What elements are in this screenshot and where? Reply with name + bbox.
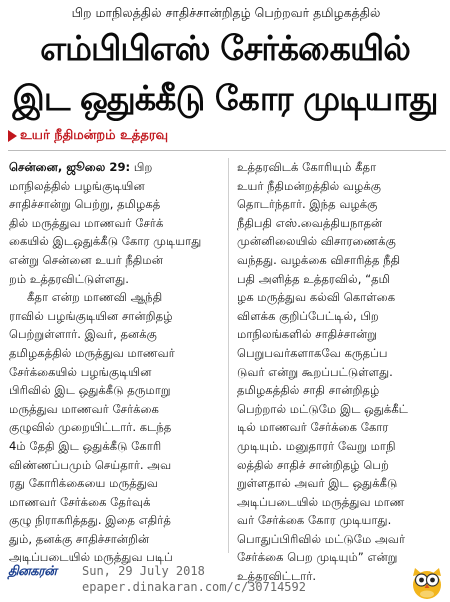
text-line: பெறுபவர்களாகவே கருதப்ப xyxy=(237,345,388,360)
article-column-2 xyxy=(237,158,450,586)
epaper-url[interactable]: epaper.dinakaran.com/c/30714592 xyxy=(82,580,306,594)
owl-icon xyxy=(410,562,444,600)
text-line: கையில் இடஒதுக்கீடு கோர முடியாது xyxy=(9,234,202,249)
text-line: உயர் நீதிமன்றத்தில் வழக்கு xyxy=(237,178,382,193)
text-line: கீதா என்ற மாணவி ஆந்தி xyxy=(27,290,163,305)
text-line: வர் சேர்க்கை கோர முடியாது. xyxy=(237,513,392,528)
subhead xyxy=(8,124,228,148)
text-line: ழக மருத்துவ கல்வி கொள்கை xyxy=(237,290,396,305)
text-line: விண்ணப்பமும் செய்தார். அவ xyxy=(9,457,172,472)
text-line: விளக்க குறிப்பேட்டில், பிற xyxy=(237,308,379,323)
headline-line-1: எம்பிபிஎஸ் சேர்க்கையில் xyxy=(40,29,410,69)
text-line: சேர்க்கையில் பழங்குடியின xyxy=(9,364,152,379)
text-line: முடியும். மனுதாரர் வேறு மாநி xyxy=(237,438,396,453)
first-line xyxy=(9,158,223,177)
text-line: மாநிலத்தில் பழங்குடியின xyxy=(9,178,145,193)
article-column-1 xyxy=(9,158,223,567)
divider xyxy=(8,150,446,151)
text-line: ராவில் பழங்குடியின சான்றிதழ் xyxy=(9,308,173,323)
headline xyxy=(8,24,441,124)
text-line: டுவர் என்று கூறப்பட்டுள்ளது. xyxy=(237,364,393,379)
text-line: ரது கோரிக்கையை மருத்துவ xyxy=(9,476,158,491)
text-line: சாதிச்சான்று பெற்று, தமிழகத் xyxy=(9,197,161,212)
text-line: பிரிவில் இட ஒதுக்கீடு தருமாறு xyxy=(9,383,171,398)
text-line: சேர்க்கை பெற முடியும்” என்று xyxy=(237,550,398,565)
first-line-tail: பிற xyxy=(133,160,153,174)
dateline: சென்னை, ஜூலை 29: xyxy=(9,160,131,174)
text-line: குழு நிராகரித்தது. இதை எதிர்த் xyxy=(9,513,171,528)
text-line: வந்தது. வழக்கை விசாரித்த நீதி xyxy=(237,252,401,267)
text-line: தமிழகத்தில் சாதி சான்றிதழ் xyxy=(237,383,380,398)
text-line: பதி அளித்த உத்தரவில், “தமி xyxy=(237,271,391,286)
text-line: மாநிலங்களில் சாதிச்சான்று xyxy=(237,327,378,342)
text-line: தமிழகத்தில் மருத்துவ மாணவர் xyxy=(9,345,175,360)
text-line: குழுவில் முறையிட்டார். கடந்த xyxy=(9,420,172,435)
text-line: நீதிபதி எஸ்.வைத்தியநாதன் xyxy=(237,215,383,230)
subhead-text: உயர் நீதிமன்றம் உத்தரவு xyxy=(20,128,169,143)
text-line: 4ம் தேதி இட ஒதுக்கீடு கோரி xyxy=(9,438,162,453)
text-line: தொடர்ந்தார். இந்த வழக்கு xyxy=(237,197,378,212)
text-line: தில் மருத்துவ மாணவர் சேர்க் xyxy=(9,215,164,230)
text-line: றம் உத்தரவிட்டுள்ளது. xyxy=(9,271,129,286)
text-line: முன்னிலையில் விசாரணைக்கு xyxy=(237,234,396,249)
text-line: டில் மாணவர் சேர்க்கை கோர xyxy=(237,420,389,435)
footer-text xyxy=(82,563,382,595)
edition-date: Sun, 29 July 2018 xyxy=(82,564,205,578)
text-line: பெற்றுள்ளார். இவர், தனக்கு xyxy=(9,327,157,342)
text-line: என்று சென்னை உயர் நீதிமன் xyxy=(9,252,163,267)
headline-line-2: இட ஒதுக்கீடு கோர முடியாது xyxy=(12,79,438,119)
epaper-footer xyxy=(0,556,450,602)
text-line: றுள்ளதால் அவர் இட ஒதுக்கீடு xyxy=(237,476,398,491)
text-line: உத்தரவிட்டார். xyxy=(237,569,317,584)
text-line: மாணவர் சேர்க்கை தேர்வுக் xyxy=(9,494,151,509)
text-line: பெற்றால் மட்டுமே இட ஒதுக்கீட் xyxy=(237,401,408,416)
arrow-icon xyxy=(8,130,17,142)
column-divider xyxy=(228,158,229,553)
kicker-line: பிற மாநிலத்தில் சாதிச்சான்றிதழ் பெற்றவர் தமிழகத்தில் xyxy=(71,5,381,20)
text-line: அடிப்படையில் மருத்துவ படிப் xyxy=(9,550,173,565)
text-line: உத்தரவிடக் கோரியும் கீதா xyxy=(237,160,377,174)
text-line: லத்தில் சாதிச் சான்றிதழ் பெற் xyxy=(237,457,389,472)
text-line: மருத்துவ மாணவர் சேர்க்கை xyxy=(9,401,159,416)
text-line: பொதுப்பிரிவில் மட்டுமே அவர் xyxy=(237,531,405,546)
text-line: தும், தனக்கு சாதிச்சான்றின் xyxy=(9,531,150,546)
dinakaran-logo: தினகரன் xyxy=(8,564,57,579)
text-line: அடிப்படையில் மருத்துவ மாண xyxy=(237,494,405,509)
